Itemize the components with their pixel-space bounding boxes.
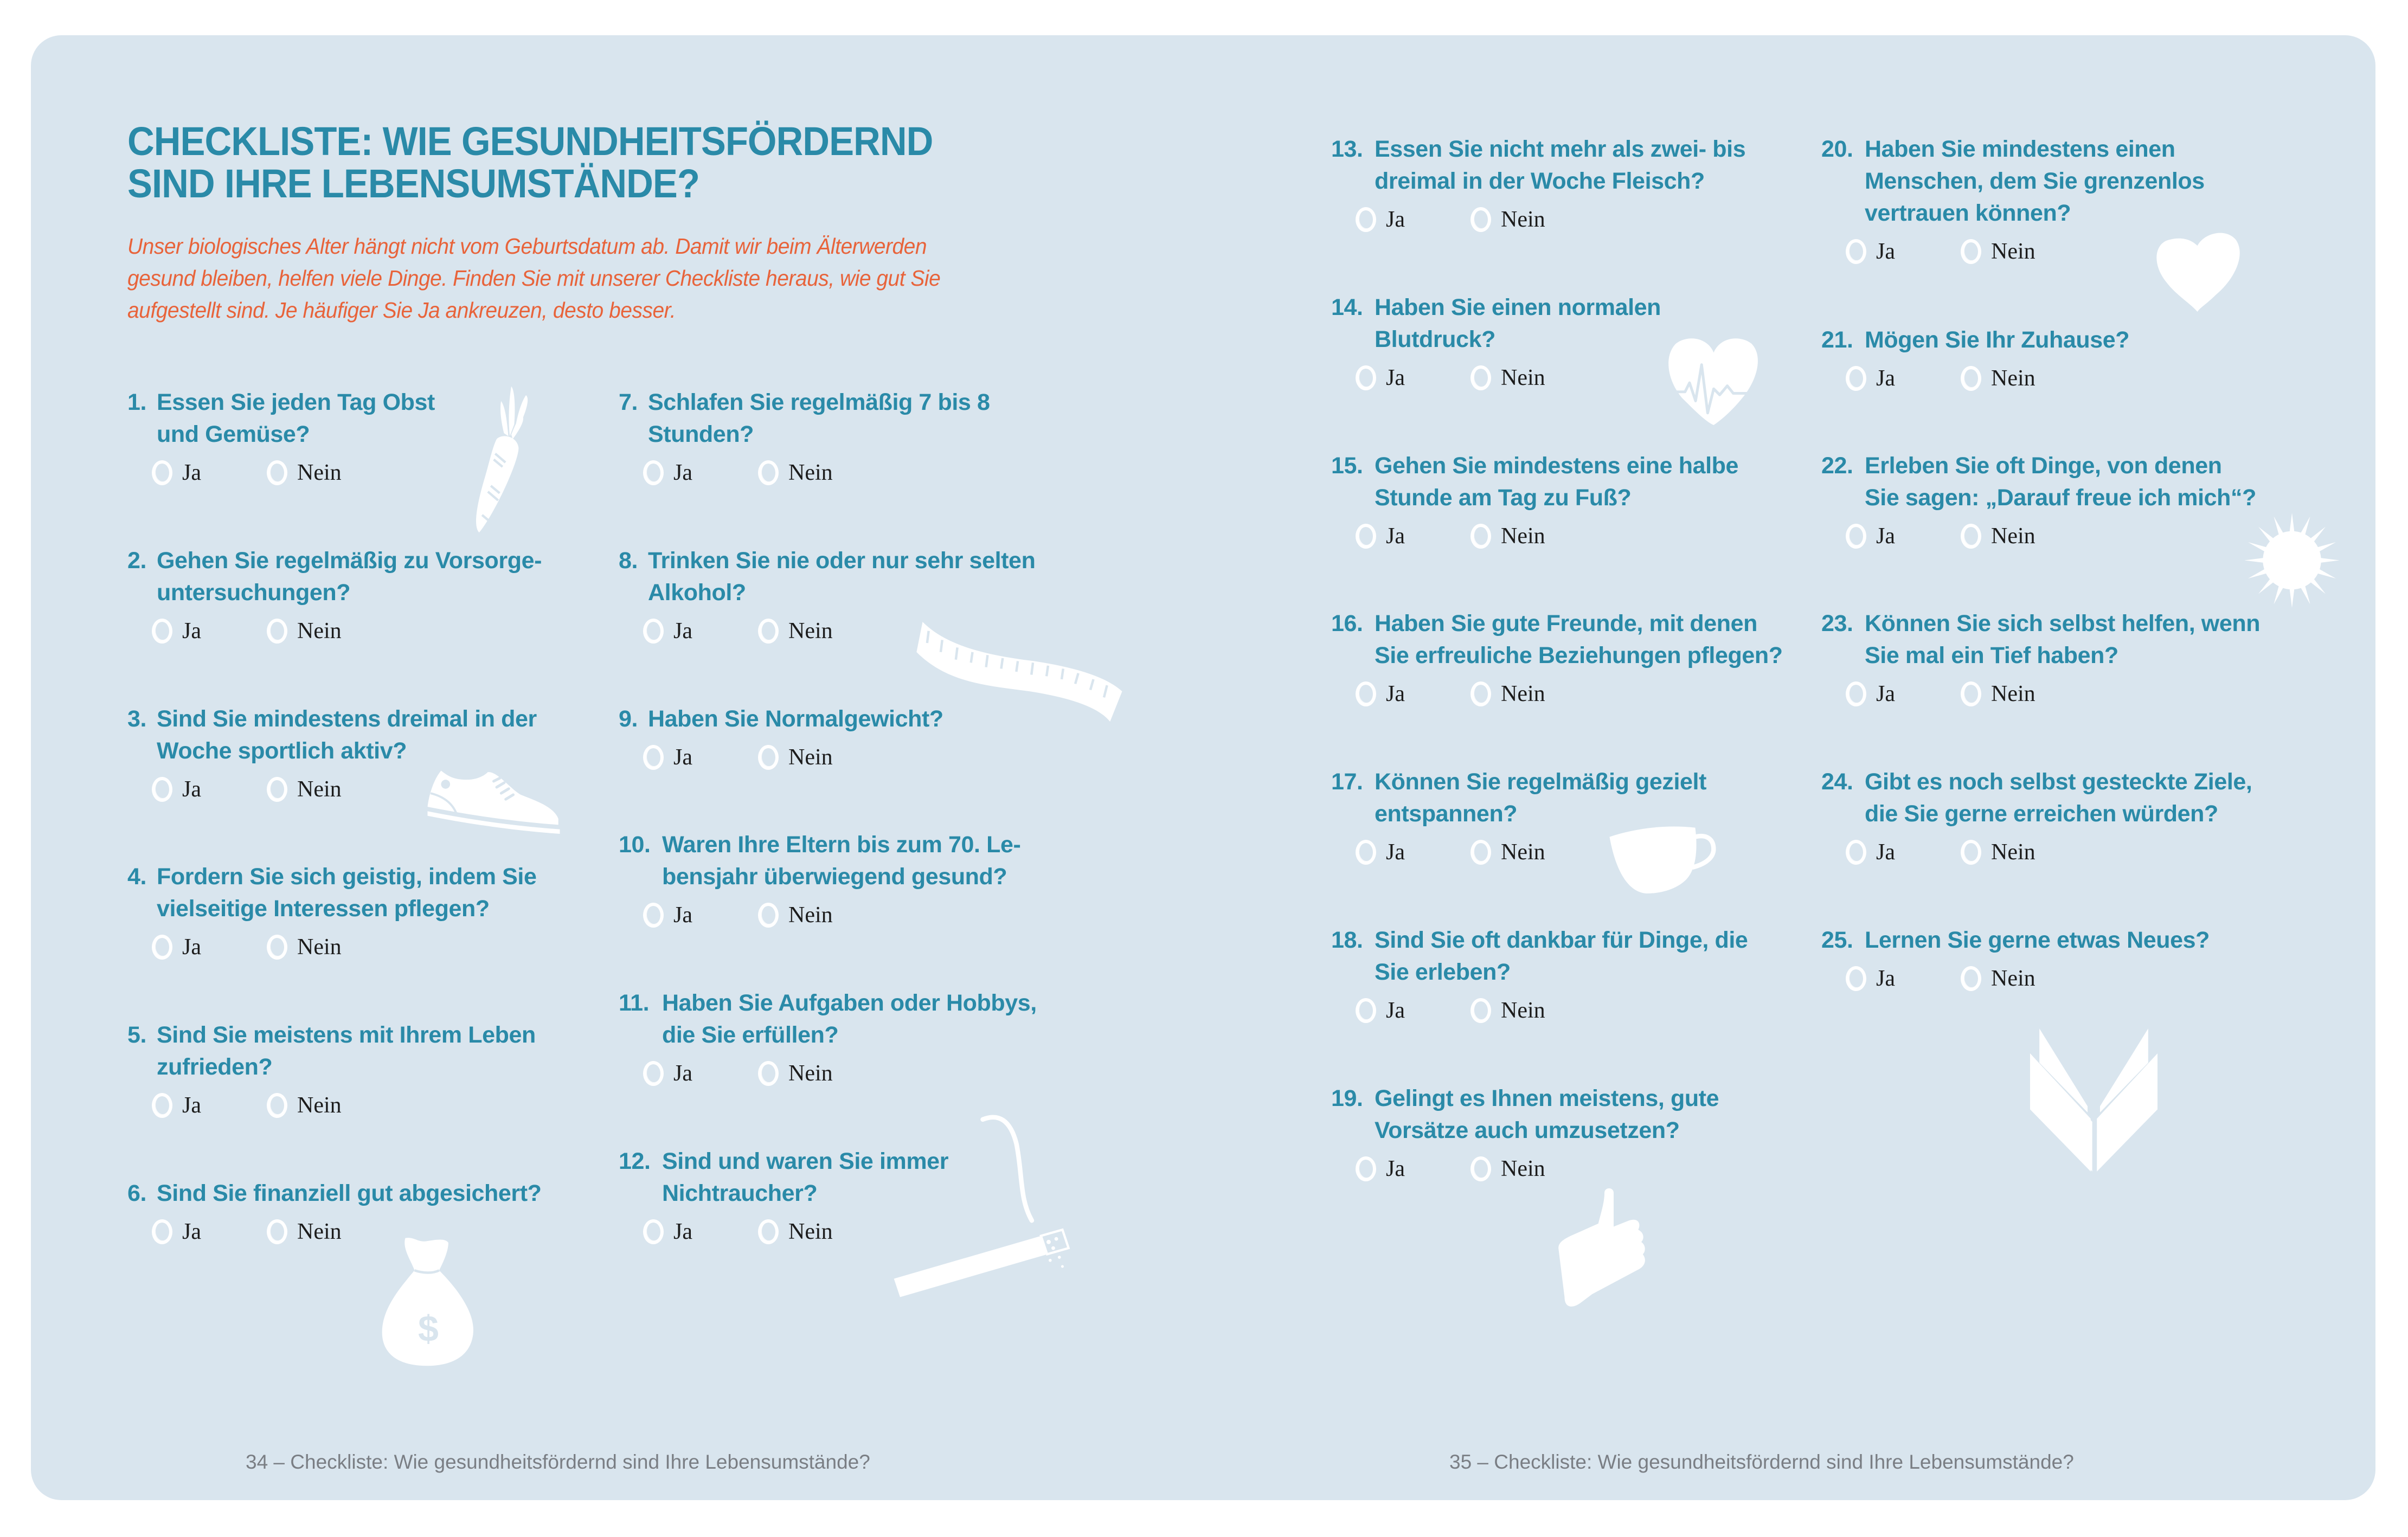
radio-circle-icon[interactable] — [1961, 681, 1981, 706]
option-no-label: Nein — [788, 745, 833, 770]
option-no[interactable] — [758, 1060, 833, 1087]
question-number: 5. — [127, 1022, 147, 1048]
option-no[interactable] — [758, 459, 833, 486]
question-text — [127, 861, 594, 925]
radio-circle-icon[interactable] — [152, 460, 172, 485]
option-no-label: Nein — [1991, 239, 2035, 264]
sun-ray — [2274, 517, 2283, 536]
option-yes-label: Ja — [673, 619, 692, 644]
option-yes[interactable] — [643, 744, 692, 771]
thumbs-up-icon — [1558, 1187, 1678, 1313]
footer-page-34: 34 – Checkliste: Wie gesundheitsfördernd sind Ihre Lebensumstände? — [246, 1451, 870, 1473]
sun-ray — [2289, 513, 2294, 533]
option-yes-label: Ja — [1386, 1156, 1405, 1181]
question-label: Trinken Sie nie oder nur sehr selten Alkohol? — [648, 548, 1036, 606]
radio-circle-icon[interactable] — [1961, 524, 1981, 549]
question-item — [1331, 766, 1797, 866]
option-yes[interactable] — [643, 1060, 692, 1087]
question-label: Haben Sie einen normalen Blutdruck? — [1375, 294, 1661, 352]
radio-circle-icon[interactable] — [152, 619, 172, 644]
question-label: Gehen Sie regelmäßig zu Vorsorge- untersuchungen? — [157, 548, 542, 606]
option-no[interactable] — [1961, 523, 2035, 550]
question-label: Haben Sie gute Freunde, mit denen Sie erfreuliche Beziehungen pflegen? — [1375, 610, 1783, 668]
question-label: Gehen Sie mindestens eine halbe Stunde am Tag zu Fuß? — [1375, 453, 1739, 511]
option-no-label: Nein — [788, 1061, 833, 1086]
option-no-label: Nein — [297, 460, 342, 485]
question-text — [1331, 924, 1797, 988]
question-label: Mögen Sie Ihr Zuhause? — [1865, 327, 2130, 353]
option-yes-label: Ja — [1386, 840, 1405, 865]
question-item — [1331, 608, 1797, 708]
question-text — [619, 545, 1085, 609]
option-no-label: Nein — [1501, 840, 1545, 865]
radio-circle-icon[interactable] — [643, 619, 664, 644]
option-no[interactable] — [1471, 680, 1545, 708]
option-no-label: Nein — [1501, 998, 1545, 1023]
question-number: 23. — [1821, 610, 1853, 636]
title-line-1: CHECKLISTE: WIE GESUNDHEITSFÖRDERND — [127, 119, 933, 164]
sun-ray — [2244, 558, 2264, 563]
answer-options — [127, 1218, 594, 1245]
radio-circle-icon[interactable] — [1846, 239, 1866, 264]
option-no[interactable] — [267, 776, 342, 803]
question-label: Schlafen Sie regelmäßig 7 bis 8 Stunden? — [648, 389, 990, 447]
question-label: Können Sie sich selbst helfen, wenn Sie mal ein Tief haben? — [1865, 610, 2261, 668]
question-number: 24. — [1821, 769, 1853, 795]
measuring-tape-icon — [916, 622, 1128, 722]
heart-icon — [2154, 230, 2242, 312]
question-label: Gibt es noch selbst gesteckte Ziele, die Sie gerne erreichen würden? — [1865, 769, 2252, 827]
sun-ray — [2310, 527, 2326, 543]
radio-circle-icon[interactable] — [267, 1093, 287, 1118]
radio-circle-icon[interactable] — [1961, 239, 1981, 264]
svg-text:$: $ — [418, 1308, 439, 1349]
option-no[interactable] — [1471, 839, 1545, 866]
question-number: 6. — [127, 1180, 147, 1206]
option-yes[interactable] — [152, 934, 201, 961]
sun-ray — [2316, 542, 2336, 552]
question-item — [1331, 1083, 1797, 1182]
radio-circle-icon[interactable] — [758, 460, 779, 485]
money-bag-icon — [381, 1236, 476, 1366]
question-text — [127, 1178, 594, 1210]
sun-ray — [2248, 569, 2268, 578]
question-text — [1331, 133, 1797, 197]
radio-circle-icon[interactable] — [152, 935, 172, 960]
option-yes-label: Ja — [1876, 524, 1895, 549]
answer-options — [1821, 839, 2288, 866]
option-yes[interactable] — [152, 459, 201, 486]
option-no-label: Nein — [297, 619, 342, 644]
option-yes-label: Ja — [673, 745, 692, 770]
option-yes-label: Ja — [1386, 681, 1405, 706]
coffee-cup-icon — [1609, 825, 1720, 893]
radio-circle-icon[interactable] — [267, 460, 287, 485]
option-no[interactable] — [1961, 965, 2035, 992]
answer-options — [127, 934, 594, 961]
question-label: Essen Sie jeden Tag Obst und Gemüse? — [157, 389, 435, 447]
sun-ray — [2248, 542, 2268, 552]
question-text — [1331, 608, 1797, 672]
radio-circle-icon[interactable] — [267, 777, 287, 802]
question-label: Essen Sie nicht mehr als zwei- bis dreimal in der Woche Fleisch? — [1375, 136, 1746, 194]
option-yes-label: Ja — [182, 935, 201, 960]
question-number: 18. — [1331, 927, 1363, 953]
radio-circle-icon[interactable] — [1356, 524, 1376, 549]
question-text — [127, 703, 594, 767]
option-no-label: Nein — [788, 903, 833, 928]
radio-circle-icon[interactable] — [758, 745, 779, 770]
intro-text — [127, 230, 1103, 326]
option-yes[interactable] — [152, 1092, 201, 1119]
question-label: Lernen Sie gerne etwas Neues? — [1865, 927, 2210, 953]
carrot-icon — [453, 381, 541, 534]
option-no[interactable] — [1961, 839, 2035, 866]
option-no-label: Nein — [1501, 365, 1545, 390]
option-yes[interactable] — [643, 618, 692, 645]
radio-circle-icon[interactable] — [267, 1219, 287, 1244]
option-no[interactable] — [1961, 680, 2035, 708]
answer-options — [619, 459, 1085, 486]
option-yes[interactable] — [152, 776, 201, 803]
radio-circle-icon[interactable] — [1471, 998, 1491, 1023]
question-text — [1331, 450, 1797, 514]
option-no-label: Nein — [1501, 524, 1545, 549]
question-text — [1821, 133, 2288, 229]
question-item — [619, 387, 1085, 486]
option-no-label: Nein — [1991, 681, 2035, 706]
answer-options — [1331, 206, 1797, 233]
option-no-label: Nein — [788, 460, 833, 485]
question-item — [127, 545, 594, 645]
option-yes-label: Ja — [1876, 239, 1895, 264]
question-number: 3. — [127, 706, 147, 732]
option-yes[interactable] — [1846, 965, 1895, 992]
answer-options — [1821, 365, 2288, 392]
answer-options — [1331, 680, 1797, 708]
radio-circle-icon[interactable] — [1471, 365, 1491, 390]
radio-circle-icon[interactable] — [1846, 366, 1866, 391]
option-yes[interactable] — [643, 1218, 692, 1245]
option-no[interactable] — [758, 902, 833, 929]
option-yes[interactable] — [1356, 364, 1405, 391]
radio-circle-icon[interactable] — [1846, 524, 1866, 549]
answer-options — [1821, 523, 2288, 550]
sun-ray — [2310, 578, 2326, 594]
question-text — [1821, 324, 2288, 356]
sun-ray — [2316, 569, 2336, 578]
answer-options — [619, 1060, 1085, 1087]
option-yes-label: Ja — [182, 460, 201, 485]
question-item — [619, 987, 1085, 1087]
option-yes[interactable] — [643, 459, 692, 486]
question-item — [127, 1178, 594, 1245]
question-label: Erleben Sie oft Dinge, von denen Sie sagen: „Darauf freue ich mich“? — [1865, 453, 2256, 511]
radio-circle-icon[interactable] — [152, 1219, 172, 1244]
question-item — [127, 861, 594, 961]
radio-circle-icon[interactable] — [643, 1219, 664, 1244]
sun-ray — [2289, 588, 2294, 608]
answer-options — [127, 618, 594, 645]
sun-ray — [2300, 517, 2310, 536]
radio-circle-icon[interactable] — [643, 745, 664, 770]
answer-options — [1821, 680, 2288, 708]
question-label: Können Sie regelmäßig gezielt entspannen? — [1375, 769, 1707, 827]
question-text — [1821, 924, 2288, 956]
option-yes[interactable] — [1846, 365, 1895, 392]
option-no[interactable] — [267, 1218, 342, 1245]
option-yes[interactable] — [643, 902, 692, 929]
question-number: 22. — [1821, 453, 1853, 479]
option-yes-label: Ja — [1386, 998, 1405, 1023]
option-no[interactable] — [1471, 1155, 1545, 1182]
sun-ray — [2300, 585, 2310, 604]
intro-line: Unser biologisches Alter hängt nicht vom Geburtsdatum ab. Damit wir beim Älterwerden — [127, 234, 927, 259]
option-yes[interactable] — [152, 618, 201, 645]
question-label: Sind Sie finanziell gut abgesichert? — [157, 1180, 542, 1206]
question-number: 17. — [1331, 769, 1363, 795]
option-yes-label: Ja — [182, 1219, 201, 1244]
radio-circle-icon[interactable] — [1846, 966, 1866, 991]
radio-circle-icon[interactable] — [1356, 365, 1376, 390]
sun-ray — [2320, 558, 2340, 563]
question-item — [1821, 324, 2288, 392]
option-no-label: Nein — [297, 1219, 342, 1244]
question-label: Waren Ihre Eltern bis zum 70. Le- bensjahr überwiegend gesund? — [662, 832, 1021, 890]
option-no[interactable] — [267, 934, 342, 961]
footer-page-35: 35 – Checkliste: Wie gesundheitsfördernd sind Ihre Lebensumstände? — [1449, 1451, 2074, 1473]
question-number: 16. — [1331, 610, 1363, 636]
question-number: 12. — [619, 1148, 651, 1174]
question-item — [1821, 450, 2288, 550]
question-label: Sind Sie meistens mit Ihrem Leben zufrieden? — [157, 1022, 536, 1080]
question-label: Haben Sie Normalgewicht? — [648, 706, 943, 732]
option-yes-label: Ja — [1876, 966, 1895, 991]
option-no-label: Nein — [1501, 207, 1545, 232]
question-text — [1331, 766, 1797, 830]
radio-circle-icon[interactable] — [1356, 998, 1376, 1023]
question-number: 11. — [619, 990, 650, 1016]
option-no-label: Nein — [1991, 524, 2035, 549]
radio-circle-icon[interactable] — [1471, 681, 1491, 706]
option-no-label: Nein — [297, 777, 342, 802]
question-number: 9. — [619, 706, 638, 732]
radio-circle-icon[interactable] — [1471, 840, 1491, 865]
option-no[interactable] — [1471, 523, 1545, 550]
question-number: 15. — [1331, 453, 1363, 479]
sun-ray — [2258, 527, 2274, 543]
radio-circle-icon[interactable] — [267, 935, 287, 960]
answer-options — [619, 744, 1085, 771]
answer-options — [1331, 523, 1797, 550]
question-label: Haben Sie Aufgaben oder Hobbys, die Sie erfüllen? — [662, 990, 1037, 1048]
option-no-label: Nein — [1991, 840, 2035, 865]
radio-circle-icon[interactable] — [758, 903, 779, 928]
question-number: 7. — [619, 389, 638, 415]
question-item — [619, 829, 1085, 929]
option-no[interactable] — [1471, 997, 1545, 1024]
option-yes[interactable] — [1846, 839, 1895, 866]
radio-circle-icon[interactable] — [758, 1219, 779, 1244]
option-yes[interactable] — [1846, 238, 1895, 265]
option-yes-label: Ja — [1386, 365, 1405, 390]
answer-options — [1331, 839, 1797, 866]
radio-circle-icon[interactable] — [1356, 1156, 1376, 1181]
question-text — [619, 829, 1085, 893]
option-no[interactable] — [1961, 238, 2035, 265]
radio-circle-icon[interactable] — [758, 1061, 779, 1086]
option-yes-label: Ja — [1876, 366, 1895, 391]
radio-circle-icon[interactable] — [1846, 681, 1866, 706]
option-no[interactable] — [267, 1092, 342, 1119]
radio-circle-icon[interactable] — [643, 460, 664, 485]
option-yes-label: Ja — [673, 1061, 692, 1086]
intro-line: gesund bleiben, helfen viele Dinge. Finden Sie mit unserer Checkliste heraus, wie gut Sie — [127, 266, 941, 291]
option-yes-label: Ja — [673, 1219, 692, 1244]
option-yes-label: Ja — [182, 777, 201, 802]
option-no-label: Nein — [788, 619, 833, 644]
option-no[interactable] — [758, 618, 833, 645]
sun-ray — [2274, 585, 2283, 604]
answer-options — [619, 902, 1085, 929]
question-label: Sind Sie oft dankbar für Dinge, die Sie erleben? — [1375, 927, 1748, 985]
question-item — [127, 1019, 594, 1119]
radio-circle-icon[interactable] — [152, 777, 172, 802]
option-yes-label: Ja — [1876, 840, 1895, 865]
option-yes[interactable] — [1356, 997, 1405, 1024]
option-no[interactable] — [1471, 206, 1545, 233]
option-yes[interactable] — [1356, 523, 1405, 550]
question-number: 25. — [1821, 927, 1853, 953]
radio-circle-icon[interactable] — [1961, 966, 1981, 991]
question-number: 21. — [1821, 327, 1853, 353]
question-number: 10. — [619, 832, 651, 858]
option-yes-label: Ja — [1386, 524, 1405, 549]
intro-line: aufgestellt sind. Je häufiger Sie Ja ankreuzen, desto besser. — [127, 298, 676, 323]
question-label: Sind Sie mindestens dreimal in der Woche sportlich aktiv? — [157, 706, 537, 764]
book-icon — [2030, 1028, 2157, 1172]
question-text — [1821, 608, 2288, 672]
question-item — [1821, 766, 2288, 866]
option-yes-label: Ja — [182, 619, 201, 644]
option-no[interactable] — [1961, 365, 2035, 392]
question-text — [127, 1019, 594, 1083]
answer-options — [127, 1092, 594, 1119]
radio-circle-icon[interactable] — [1356, 681, 1376, 706]
option-no-label: Nein — [1501, 681, 1545, 706]
option-yes[interactable] — [1356, 680, 1405, 708]
option-yes-label: Ja — [182, 1093, 201, 1118]
question-label: Fordern Sie sich geistig, indem Sie vielseitige Interessen pflegen? — [157, 864, 537, 922]
answer-options — [1331, 997, 1797, 1024]
option-yes[interactable] — [1356, 206, 1405, 233]
option-yes[interactable] — [1846, 523, 1895, 550]
radio-circle-icon[interactable] — [1846, 840, 1866, 865]
radio-circle-icon[interactable] — [643, 1061, 664, 1086]
question-item — [1331, 133, 1797, 233]
option-no-label: Nein — [788, 1219, 833, 1244]
question-number: 2. — [127, 548, 147, 574]
option-no-label: Nein — [1991, 366, 2035, 391]
title-line-2: SIND IHRE LEBENSUMSTÄNDE? — [127, 161, 699, 206]
radio-circle-icon[interactable] — [267, 619, 287, 644]
option-yes-label: Ja — [1876, 681, 1895, 706]
question-text — [619, 387, 1085, 451]
sun-icon — [2242, 511, 2342, 609]
question-label: Haben Sie mindestens einen Menschen, dem Sie grenzenlos vertrauen können? — [1865, 136, 2205, 226]
option-no-label: Nein — [297, 935, 342, 960]
option-yes[interactable] — [152, 1218, 201, 1245]
radio-circle-icon[interactable] — [1961, 366, 1981, 391]
radio-circle-icon[interactable] — [1471, 524, 1491, 549]
question-number: 1. — [127, 389, 147, 415]
radio-circle-icon[interactable] — [152, 1093, 172, 1118]
option-yes-label: Ja — [673, 903, 692, 928]
option-no[interactable] — [267, 618, 342, 645]
radio-circle-icon[interactable] — [758, 619, 779, 644]
question-label: Sind und waren Sie immer Nichtraucher? — [662, 1148, 949, 1206]
page-title — [127, 120, 933, 205]
question-number: 19. — [1331, 1085, 1363, 1111]
option-no[interactable] — [1471, 364, 1545, 391]
option-yes-label: Ja — [673, 460, 692, 485]
cigarette-icon — [891, 1113, 1075, 1297]
question-item — [1331, 924, 1797, 1024]
radio-circle-icon[interactable] — [643, 903, 664, 928]
option-no[interactable] — [267, 459, 342, 486]
question-label: Gelingt es Ihnen meistens, gute Vorsätze auch umzusetzen? — [1375, 1085, 1719, 1143]
option-no[interactable] — [758, 1218, 833, 1245]
option-no-label: Nein — [1501, 1156, 1545, 1181]
option-yes[interactable] — [1356, 1155, 1405, 1182]
answer-options — [1331, 1155, 1797, 1182]
option-no-label: Nein — [1991, 966, 2035, 991]
option-no-label: Nein — [297, 1093, 342, 1118]
question-number: 14. — [1331, 294, 1363, 320]
question-item — [1821, 608, 2288, 708]
radio-circle-icon[interactable] — [1471, 207, 1491, 232]
answer-options — [1821, 965, 2288, 992]
sun-ray — [2258, 578, 2274, 594]
option-yes-label: Ja — [1386, 207, 1405, 232]
question-item — [1331, 450, 1797, 550]
question-text — [1331, 1083, 1797, 1147]
question-text — [1821, 766, 2288, 830]
option-yes[interactable] — [1356, 839, 1405, 866]
radio-circle-icon[interactable] — [1471, 1156, 1491, 1181]
radio-circle-icon[interactable] — [1356, 207, 1376, 232]
sneaker-icon — [427, 768, 561, 834]
question-number: 8. — [619, 548, 638, 574]
option-yes[interactable] — [1846, 680, 1895, 708]
question-text — [127, 545, 594, 609]
question-number: 13. — [1331, 136, 1363, 162]
question-text — [619, 987, 1085, 1051]
radio-circle-icon[interactable] — [1356, 840, 1376, 865]
question-number: 20. — [1821, 136, 1853, 162]
question-number: 4. — [127, 864, 147, 890]
option-no[interactable] — [758, 744, 833, 771]
radio-circle-icon[interactable] — [1961, 840, 1981, 865]
heart-pulse-icon — [1666, 335, 1761, 425]
question-item — [1821, 924, 2288, 992]
question-text — [1821, 450, 2288, 514]
